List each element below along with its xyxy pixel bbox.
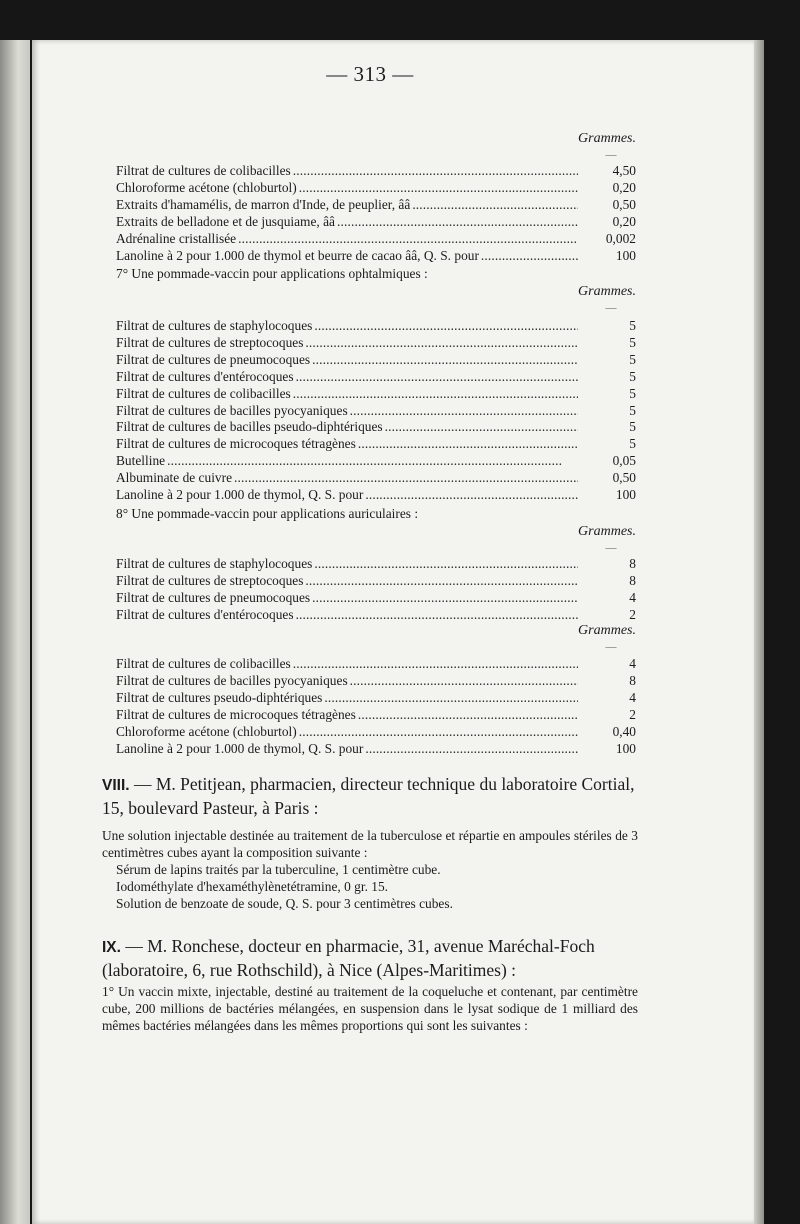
ingredient-row: [116, 556, 636, 573]
dot-leader: [314, 318, 578, 334]
dot-leader: [296, 607, 578, 623]
ingredient-quantity: 8: [629, 672, 636, 688]
ingredient-name: Filtrat de cultures pseudo-diphtériques: [116, 689, 323, 705]
ingredient-row: [116, 352, 636, 369]
ingredient-row: [116, 436, 636, 453]
ingredient-row: [116, 656, 636, 673]
ingredient-quantity: 5: [629, 402, 636, 418]
unit-label: Grammes.: [578, 284, 636, 299]
ingredient-quantity: 100: [615, 247, 636, 263]
ingredient-row: [116, 487, 636, 504]
ingredient-row: [116, 386, 636, 403]
section-intro: 7° Une pommade-vaccin pour applications ophtalmiques :: [116, 266, 428, 281]
ingredient-name: Filtrat de cultures de staphylocoques: [116, 318, 313, 333]
dot-leader: [337, 214, 578, 230]
ingredient-row: [116, 741, 636, 758]
ingredient-quantity: 2: [629, 706, 636, 722]
ingredient-row: [116, 318, 636, 335]
ingredient-quantity: 8: [629, 572, 636, 588]
ingredient-quantity: 5: [629, 368, 636, 384]
ingredient-quantity: 5: [629, 318, 636, 333]
composition-line: Sérum de lapins traités par la tuberculine, 1 centimètre cube.: [116, 862, 441, 877]
ingredient-row: [116, 180, 636, 197]
facing-page-edge: [0, 40, 30, 1224]
page-edge-shadow: [754, 40, 764, 1224]
ingredient-row: [116, 419, 636, 436]
section-heading-text: — M. Petitjean, pharmacien, directeur technique du laboratoire Cortial, 15, boulevard Pasteur, à Paris :: [102, 774, 635, 818]
ingredient-row: [116, 724, 636, 741]
ingredient-name: Lanoline à 2 pour 1.000 de thymol et beurre de cacao ââ, Q. S. pour: [116, 247, 479, 263]
ingredient-quantity: 5: [629, 419, 636, 435]
section-number: IX.: [102, 939, 121, 956]
ingredient-name: Chloroforme acétone (chloburtol): [116, 723, 297, 739]
dot-leader: [312, 590, 578, 606]
ingredient-row: [116, 690, 636, 707]
ingredient-quantity: 4: [629, 589, 636, 605]
ingredient-quantity: 4: [629, 689, 636, 705]
ingredient-name: Filtrat de cultures de bacilles pyocyaniques: [116, 402, 348, 418]
ingredient-quantity: 4,50: [612, 163, 636, 178]
unit-label: Grammes.: [578, 623, 636, 638]
dot-leader: [238, 231, 578, 247]
composition-line: Solution de benzoate de soude, Q. S. pour 3 centimètres cubes.: [116, 896, 453, 911]
ingredient-name: Filtrat de cultures de streptocoques: [116, 572, 304, 588]
ingredient-quantity: 5: [629, 334, 636, 350]
dot-leader: [293, 163, 578, 179]
dot-leader: [293, 386, 578, 402]
ingredient-row: [116, 197, 636, 214]
ingredient-name: Filtrat de cultures de microcoques tétragènes: [116, 706, 356, 722]
ingredient-quantity: 2: [629, 606, 636, 622]
dot-leader: [365, 487, 578, 503]
section-heading-viii: [102, 773, 638, 819]
dot-leader: [358, 436, 578, 452]
unit-dash: —: [605, 641, 617, 653]
dot-leader: [314, 556, 578, 572]
dot-leader: [167, 453, 578, 469]
ingredient-quantity: 0,05: [612, 453, 636, 469]
unit-dash: —: [605, 302, 617, 314]
ingredient-quantity: 5: [629, 351, 636, 367]
ingredient-row: [116, 607, 636, 624]
dot-leader: [312, 352, 578, 368]
dot-leader: [412, 197, 578, 213]
ingredient-name: Filtrat de cultures de bacilles pseudo-diphtériques: [116, 419, 383, 435]
ingredient-row: [116, 163, 636, 180]
ingredient-name: Filtrat de cultures de colibacilles: [116, 163, 291, 178]
ingredient-row: [116, 470, 636, 487]
ingredient-name: Extraits de belladone et de jusquiame, ââ: [116, 213, 336, 229]
ingredient-quantity: 5: [629, 385, 636, 401]
ingredient-row: [116, 214, 636, 231]
ingredient-name: Filtrat de cultures de streptocoques: [116, 334, 304, 350]
dot-leader: [305, 335, 578, 351]
ingredient-quantity: 5: [629, 436, 636, 452]
dot-leader: [293, 656, 578, 672]
ingredient-row: [116, 403, 636, 420]
dot-leader: [350, 673, 578, 689]
dot-leader: [296, 369, 578, 385]
ingredient-name: Butelline: [116, 453, 166, 469]
ingredient-quantity: 0,20: [612, 179, 636, 195]
ingredient-name: Filtrat de cultures d'entérocoques: [116, 606, 294, 622]
section-intro: 8° Une pommade-vaccin pour applications auriculaires :: [116, 506, 419, 521]
unit-dash: —: [605, 542, 617, 554]
ingredient-row: [116, 573, 636, 590]
composition-line: Iodométhylate d'hexaméthylènetétramine, 0 gr. 15.: [116, 879, 388, 894]
dot-leader: [299, 180, 578, 196]
dot-leader: [234, 470, 578, 486]
ingredient-quantity: 0,50: [612, 196, 636, 212]
ingredient-name: Filtrat de cultures de colibacilles: [116, 656, 291, 671]
dot-leader: [350, 403, 578, 419]
ingredient-name: Filtrat de cultures de bacilles pyocyaniques: [116, 672, 348, 688]
unit-label: Grammes.: [578, 524, 636, 539]
section-paragraph: 1° Un vaccin mixte, injectable, destiné au traitement de la coqueluche et contenant, par centimètre cube, 200 millions de bactéries mélangées, en suspension dans le lysat sodique de 1 milliard des mêmes bactéries mélangées dans les mêmes proportions qui sont les suivantes :: [102, 984, 638, 1033]
unit-dash: —: [605, 149, 617, 161]
dot-leader: [365, 741, 578, 757]
dot-leader: [358, 707, 578, 723]
ingredient-name: Filtrat de cultures de pneumocoques: [116, 589, 311, 605]
ingredient-row: [116, 453, 636, 470]
page-number: — 313 —: [326, 62, 414, 86]
ingredient-row: [116, 673, 636, 690]
ingredient-name: Lanoline à 2 pour 1.000 de thymol, Q. S. pour: [116, 487, 364, 502]
section-heading-text: — M. Ronchese, docteur en pharmacie, 31, avenue Maréchal-Foch (laboratoire, 6, rue Rothschild), à Nice (Alpes-Maritimes) :: [102, 936, 595, 980]
ingredient-row: [116, 231, 636, 248]
ingredient-name: Filtrat de cultures d'entérocoques: [116, 368, 294, 384]
ingredient-quantity: 100: [615, 740, 636, 756]
dot-leader: [385, 419, 578, 435]
section-heading-ix: [102, 935, 638, 981]
dot-leader: [299, 724, 578, 740]
dot-leader: [305, 573, 578, 589]
ingredient-quantity: 0,50: [612, 470, 636, 486]
ingredient-name: Extraits d'hamamélis, de marron d'Inde, de peuplier, ââ: [116, 196, 411, 212]
dot-leader: [481, 248, 578, 264]
ingredient-name: Filtrat de cultures de microcoques tétragènes: [116, 436, 356, 452]
ingredient-row: [116, 369, 636, 386]
unit-label: Grammes.: [578, 131, 636, 146]
dot-leader: [324, 690, 578, 706]
ingredient-name: Adrénaline cristallisée: [116, 230, 237, 246]
ingredient-row: [116, 248, 636, 265]
ingredient-name: Lanoline à 2 pour 1.000 de thymol, Q. S. pour: [116, 740, 364, 756]
ingredient-name: Filtrat de cultures de pneumocoques: [116, 351, 311, 367]
ingredient-quantity: 0,20: [612, 213, 636, 229]
ingredient-quantity: 100: [615, 487, 636, 502]
ingredient-name: Albuminate de cuivre: [116, 470, 233, 486]
ingredient-row: [116, 590, 636, 607]
ingredient-quantity: 8: [629, 556, 636, 571]
ingredient-quantity: 0,40: [612, 723, 636, 739]
ingredient-row: [116, 335, 636, 352]
ingredient-row: [116, 707, 636, 724]
ingredient-name: Filtrat de cultures de colibacilles: [116, 385, 291, 401]
section-paragraph: Une solution injectable destinée au traitement de la tuberculose et répartie en ampoules stériles de 3 centimètres cubes ayant la composition suivante :: [102, 828, 638, 860]
section-number: VIII.: [102, 777, 130, 794]
ingredient-name: Chloroforme acétone (chloburtol): [116, 179, 297, 195]
ingredient-name: Filtrat de cultures de staphylocoques: [116, 556, 313, 571]
ingredient-quantity: 0,002: [605, 230, 636, 246]
ingredient-quantity: 4: [629, 656, 636, 671]
